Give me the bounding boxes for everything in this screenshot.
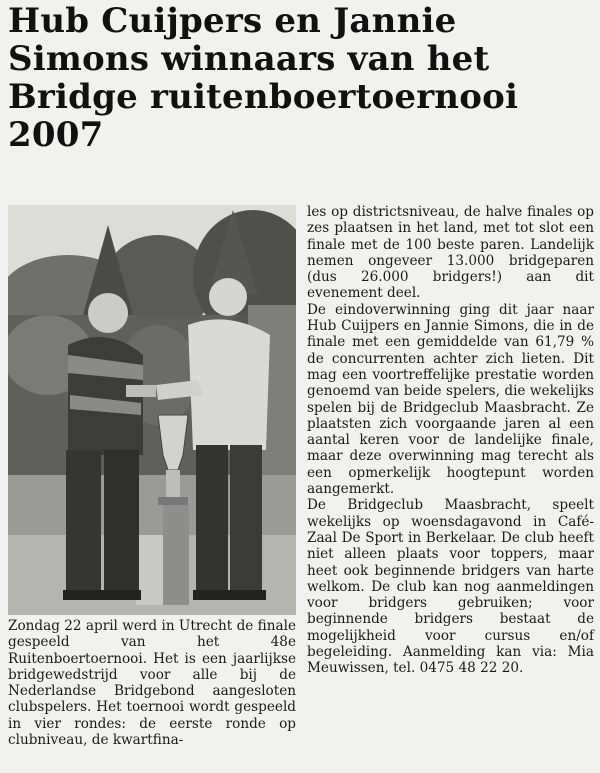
article-headline: Hub Cuijpers en Jannie Simons winnaars van het Bridge ruitenboertoernooi 2007 xyxy=(8,1,519,155)
right-paragraph-3: De Bridgeclub Maasbracht, speelt wekelijks op woensdagavond in Café-Zaal De Sport in Berkelaar. De club heeft niet alleen plaats voor toppers, maar heet ook beginnende bridgers van harte welkom. De club kan nog aanmeldingen voor bridgers gebruiken; voor beginnende bridgers bestaat de mogelijkheid voor cursus en/of begeleiding. Aanmelding kan via: Mia Meuwissen, tel. 0475 48 22 20. xyxy=(307,497,594,677)
photograph-two-men-with-trophy-icon xyxy=(8,205,296,615)
left-column xyxy=(8,618,296,748)
right-paragraph-2: De eindoverwinning ging dit jaar naar Hub Cuijpers en Jannie Simons, die in de finale met een gemiddelde van 61,79 % de concurrenten achter zich lieten. Dit mag een voortreffelijke prestatie worden genoemd van beide spelers, die wekelijks spelen bij de Bridgeclub Maasbracht. Ze plaatsten zich voorgaande jaren al een aantal keren voor de landelijke finale, maar deze overwinning mag terecht als een opmerkelijk hoogtepunt worden aangemerkt. xyxy=(307,301,594,498)
right-paragraph-1: les op districtsniveau, de halve finales op zes plaatsen in het land, met tot slot een finale met de 100 beste paren. Landelijk nemen ongeveer 13.000 bridgeparen (dus 26.000 bridgers!) aan dit evenement deel. xyxy=(307,204,594,302)
article-photo xyxy=(8,205,296,615)
left-column-text: Zondag 22 april werd in Utrecht de finale gespeeld van het 48e Ruitenboertoernooi. Het is een jaarlijkse bridgewedstrijd voor alle bij de Nederlandse Bridgebond aangesloten clubspelers. Het toernooi wordt gespeeld in vier rondes: de eerste ronde op clubniveau, de kwartfina- xyxy=(8,618,296,749)
right-column xyxy=(307,204,594,677)
